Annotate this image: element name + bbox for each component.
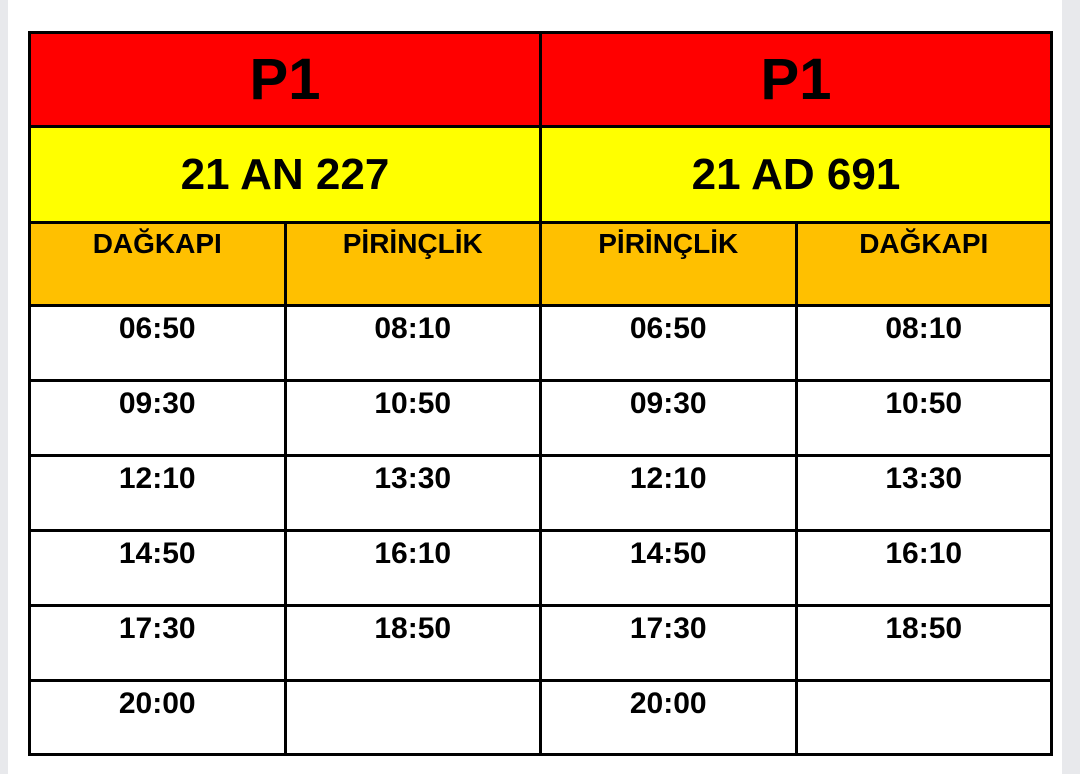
- time-cell: 13:30: [285, 456, 541, 531]
- time-cell: 09:30: [541, 381, 797, 456]
- route-header-row: [30, 33, 1052, 127]
- time-cell: 06:50: [30, 306, 286, 381]
- time-cell-empty: [796, 681, 1052, 755]
- route-title-right: P1: [541, 33, 1052, 127]
- plate-number-right: 21 AD 691: [541, 127, 1052, 223]
- plate-number-left: 21 AN 227: [30, 127, 541, 223]
- time-cell-empty: [285, 681, 541, 755]
- stop-header-row: [30, 223, 1052, 306]
- time-row: [30, 306, 1052, 381]
- time-cell: 17:30: [541, 606, 797, 681]
- time-cell: 18:50: [796, 606, 1052, 681]
- time-row: [30, 606, 1052, 681]
- time-cell: 08:10: [796, 306, 1052, 381]
- stop-header-right-return: DAĞKAPI: [796, 223, 1052, 306]
- time-cell: 18:50: [285, 606, 541, 681]
- stop-header-right-departure: PİRİNÇLİK: [541, 223, 797, 306]
- time-cell: 09:30: [30, 381, 286, 456]
- route-title-left: P1: [30, 33, 541, 127]
- time-row: [30, 456, 1052, 531]
- time-cell: 14:50: [30, 531, 286, 606]
- time-cell: 16:10: [285, 531, 541, 606]
- bus-schedule-table: [28, 31, 1053, 756]
- time-cell: 10:50: [285, 381, 541, 456]
- time-cell: 13:30: [796, 456, 1052, 531]
- schedule-sheet: [8, 0, 1062, 774]
- plate-header-row: [30, 127, 1052, 223]
- stop-header-left-departure: DAĞKAPI: [30, 223, 286, 306]
- time-row: [30, 531, 1052, 606]
- time-cell: 20:00: [30, 681, 286, 755]
- time-row: [30, 381, 1052, 456]
- time-cell: 14:50: [541, 531, 797, 606]
- time-cell: 10:50: [796, 381, 1052, 456]
- time-cell: 06:50: [541, 306, 797, 381]
- time-cell: 17:30: [30, 606, 286, 681]
- time-row: [30, 681, 1052, 755]
- time-cell: 16:10: [796, 531, 1052, 606]
- time-cell: 12:10: [30, 456, 286, 531]
- time-cell: 20:00: [541, 681, 797, 755]
- time-cell: 08:10: [285, 306, 541, 381]
- stop-header-left-return: PİRİNÇLİK: [285, 223, 541, 306]
- time-cell: 12:10: [541, 456, 797, 531]
